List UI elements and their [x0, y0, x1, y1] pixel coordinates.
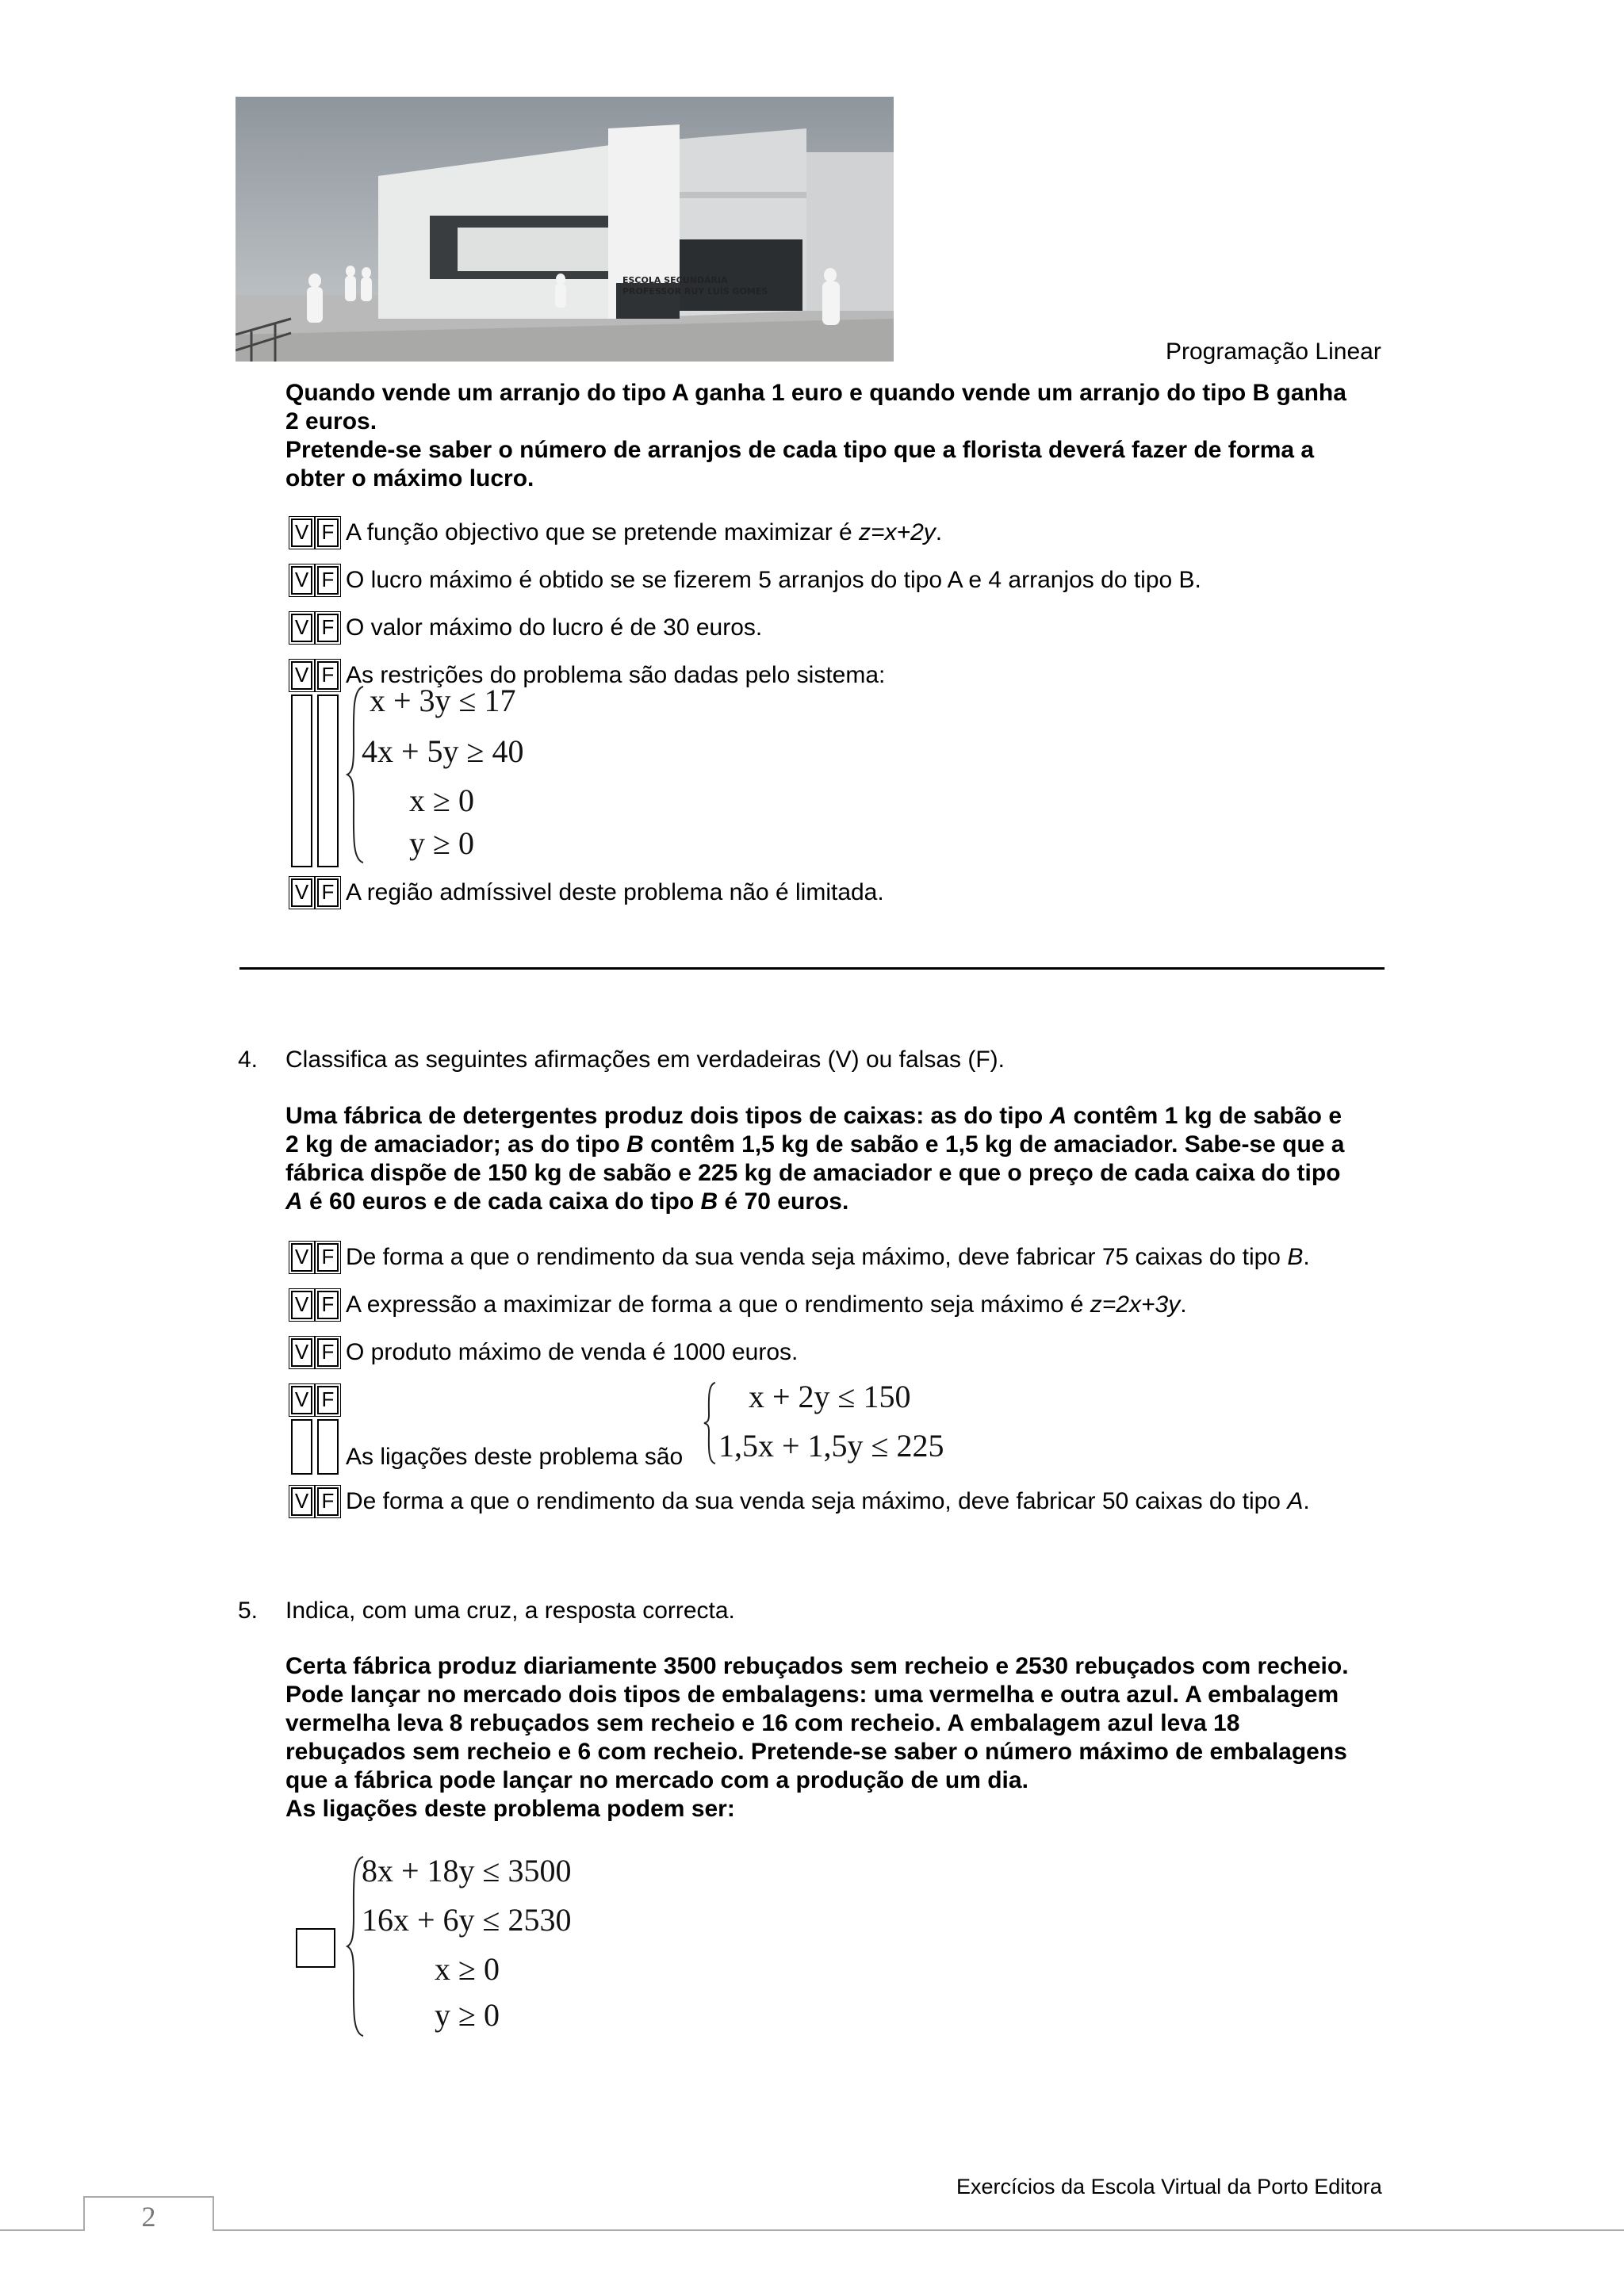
banner-sign-line1: ESCOLA SECUNDÁRIA	[622, 275, 728, 285]
text-run: contêm 1 kg de sabão e	[1067, 1103, 1342, 1129]
q3-p2-line1: Pretende-se saber o número de arranjos de cada tipo que a florista deverá fazer de forma a	[285, 437, 1315, 463]
q5-line6: As ligações deste problema podem ser:	[285, 1796, 735, 1822]
q4-line3: fábrica dispõe de 150 kg de sabão e 225 kg de amaciador e que o preço de cada caixa do tipo	[285, 1160, 1341, 1186]
true-checkbox[interactable]: V	[291, 614, 312, 642]
q5-system-eq1: 8x + 18y ≤ 3500	[362, 1853, 572, 1888]
q4-system-eq2: 1,5x + 1,5y ≤ 225	[718, 1428, 944, 1464]
section-divider	[239, 967, 1385, 970]
italic-run: A	[285, 1188, 303, 1215]
q5-line1: Certa fábrica produz diariamente 3500 rebuçados sem recheio e 2530 rebuçados com recheio.	[285, 1653, 1349, 1679]
false-checkbox-extension	[317, 1419, 339, 1475]
q5-line3: vermelha leva 8 rebuçados sem recheio e 16 com recheio. A embalagem azul leva 18	[285, 1710, 1240, 1736]
false-checkbox[interactable]: F	[317, 1338, 339, 1367]
text-run: De forma a que o rendimento da sua venda seja máximo, deve fabricar 75 caixas do tipo	[346, 1244, 1288, 1270]
statement-text: O valor máximo do lucro é de 30 euros.	[346, 614, 763, 641]
banner-sign-line2: PROFESSOR RUY LUÍS GOMES	[622, 286, 768, 297]
false-checkbox[interactable]: F	[317, 878, 339, 907]
q5-system-eq3: x ≥ 0	[435, 1951, 500, 1987]
text-run: contêm 1,5 kg de sabão e 1,5 kg de amaciador. Sabe-se que a	[643, 1131, 1345, 1158]
q4-line2	[285, 1131, 1345, 1159]
text-run: é 60 euros e de cada caixa do tipo	[302, 1188, 701, 1215]
q4-system-brace	[703, 1380, 718, 1473]
italic-run: B	[626, 1131, 644, 1158]
true-checkbox[interactable]: V	[291, 1487, 312, 1516]
q4-number: 4.	[238, 1047, 259, 1073]
school-building-illustration	[236, 97, 894, 362]
left-brace-icon	[703, 1380, 718, 1467]
text-run: Uma fábrica de detergentes produz dois tipos de caixas: as do tipo	[285, 1103, 1050, 1129]
q3-system-eq3: x ≥ 0	[409, 783, 474, 818]
true-checkbox[interactable]: V	[291, 1386, 312, 1414]
text-run: De forma a que o rendimento da sua venda seja máximo, deve fabricar 50 caixas do tipo	[346, 1488, 1288, 1514]
false-checkbox[interactable]: F	[317, 1243, 339, 1272]
true-checkbox[interactable]: V	[291, 661, 312, 690]
false-checkbox[interactable]: F	[317, 661, 339, 690]
q4-statement-4-text: As ligações deste problema são	[346, 1444, 684, 1470]
q3-p2-line2: obter o máximo lucro.	[285, 465, 534, 492]
q3-system-eq1: x + 3y ≤ 17	[370, 683, 516, 718]
q3-system-eq4: y ≥ 0	[409, 825, 474, 861]
true-checkbox[interactable]: V	[291, 566, 312, 595]
q5-line4: rebuçados sem recheio e 6 com recheio. Pretende-se saber o número máximo de embalagens	[285, 1739, 1347, 1765]
true-checkbox[interactable]: V	[291, 878, 312, 907]
text-run: .	[1180, 1292, 1187, 1318]
statement-text	[346, 1487, 1310, 1516]
statement-text: A região admíssivel deste problema não é limitada.	[346, 879, 884, 905]
statement-text-end: .	[935, 519, 943, 545]
true-checkbox[interactable]: V	[291, 1338, 312, 1367]
text-run: .	[1303, 1244, 1310, 1270]
false-checkbox-extension	[317, 695, 339, 867]
q3-p1-line2: 2 euros.	[285, 408, 377, 434]
school-building-image	[236, 97, 894, 362]
text-run: 2 kg de amaciador; as do tipo	[285, 1131, 627, 1158]
italic-run: B	[1287, 1244, 1304, 1270]
italic-run: B	[700, 1188, 718, 1215]
italic-run: A	[1287, 1488, 1304, 1514]
q5-prompt: Indica, com uma cruz, a resposta correcta.	[285, 1598, 735, 1624]
left-brace-icon	[346, 683, 366, 866]
q3-paragraph-1	[285, 379, 1346, 493]
false-checkbox[interactable]: F	[317, 1291, 339, 1319]
footer-rule	[0, 2229, 1624, 2231]
false-checkbox[interactable]: F	[317, 614, 339, 642]
answer-checkbox[interactable]	[296, 1928, 335, 1968]
system-brace	[346, 683, 366, 877]
statement-text	[346, 1243, 1310, 1272]
page-number: 2	[141, 2201, 156, 2233]
false-checkbox[interactable]: F	[317, 566, 339, 595]
q4-line4	[285, 1188, 1345, 1216]
true-checkbox[interactable]: V	[291, 519, 312, 547]
statement-text	[346, 519, 942, 547]
text-run: A expressão a maximizar de forma a que o rendimento seja máximo é	[346, 1292, 1090, 1318]
true-checkbox[interactable]: V	[291, 1291, 312, 1319]
true-checkbox-extension	[291, 695, 312, 867]
statement-text: As restrições do problema são dadas pelo sistema:	[346, 662, 886, 688]
statement-text: O produto máximo de venda é 1000 euros.	[346, 1339, 799, 1365]
q4-paragraph	[285, 1102, 1345, 1216]
false-checkbox[interactable]: F	[317, 1487, 339, 1516]
true-checkbox[interactable]: V	[291, 1243, 312, 1272]
q5-line5: que a fábrica pode lançar no mercado com a produção de um dia.	[285, 1767, 1028, 1793]
italic-run: A	[1049, 1103, 1067, 1129]
statement-text	[346, 1291, 1187, 1319]
q5-line2: Pode lançar no mercado dois tipos de embalagens: uma vermelha e outra azul. A embalagem	[285, 1682, 1339, 1708]
statement-math: z=x+2y	[859, 519, 936, 545]
text-run: .	[1303, 1488, 1310, 1514]
section-title: Programação Linear	[1166, 339, 1381, 365]
q5-system-eq2: 16x + 6y ≤ 2530	[362, 1902, 572, 1938]
q4-system-eq1: x + 2y ≤ 150	[749, 1379, 911, 1414]
false-checkbox[interactable]: F	[317, 1386, 339, 1414]
q4-line1	[285, 1102, 1345, 1131]
false-checkbox[interactable]: F	[317, 519, 339, 547]
q5-paragraph	[285, 1652, 1349, 1823]
true-checkbox-extension	[291, 1419, 312, 1475]
statement-text: O lucro máximo é obtido se se fizerem 5 arranjos do tipo A e 4 arranjos do tipo B.	[346, 567, 1201, 593]
footer-source: Exercícios da Escola Virtual da Porto Editora	[956, 2175, 1382, 2198]
q4-prompt: Classifica as seguintes afirmações em verdadeiras (V) ou falsas (F).	[285, 1047, 1005, 1073]
q3-p1-line1: Quando vende um arranjo do tipo A ganha 1 euro e quando vende um arranjo do tipo B ganha	[285, 380, 1346, 406]
italic-run: z=2x+3y	[1090, 1292, 1181, 1318]
q5-system-eq4: y ≥ 0	[435, 1997, 500, 2033]
statement-text-part: A função objectivo que se pretende maximizar é	[346, 519, 860, 545]
q5-number: 5.	[238, 1598, 259, 1624]
q3-system-eq2: 4x + 5y ≥ 40	[362, 733, 524, 769]
text-run: é 70 euros.	[718, 1188, 849, 1215]
